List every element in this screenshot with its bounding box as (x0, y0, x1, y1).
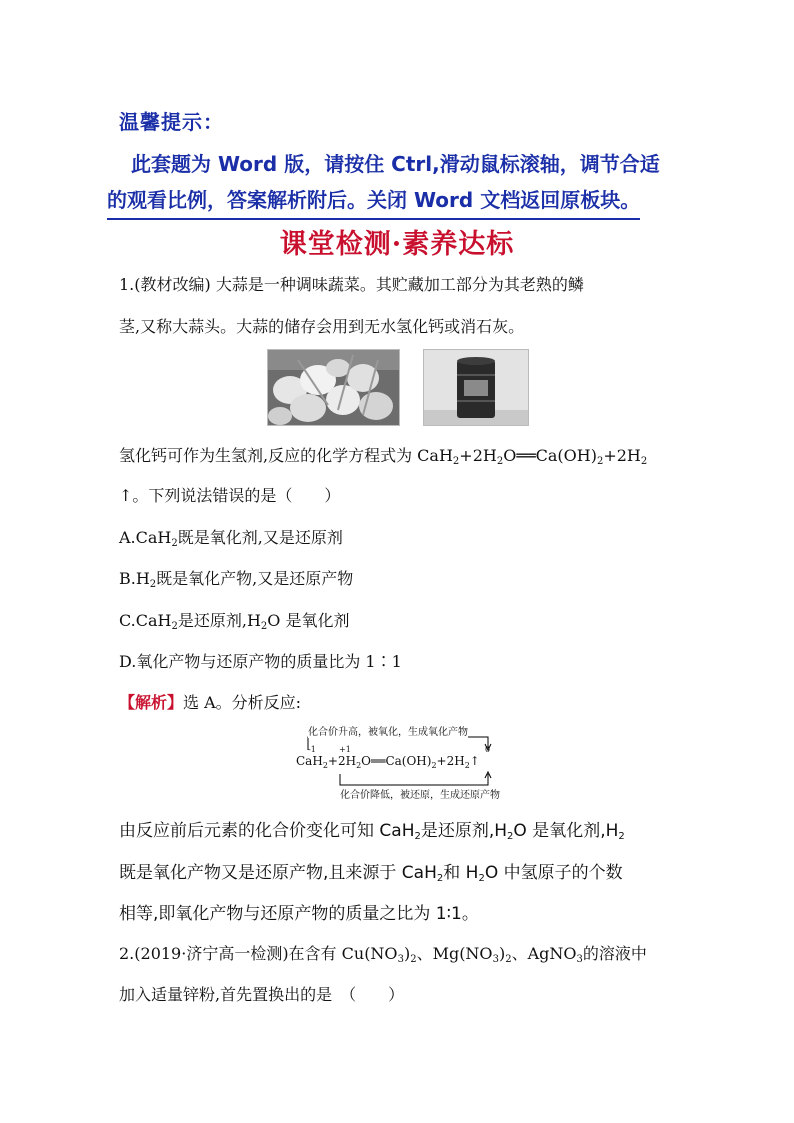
q2-line-1: 2.(2019·济宁高一检测)在含有 $Cu(NO_3)_2$、$Mg(NO_3)_2$、AgNO$_3$的溶液中 (119, 944, 647, 965)
tip-line-2: 的观看比例，答案解析附后。关闭 Word 文档返回原板块。 (107, 182, 640, 220)
ox-state-minus1: -1 (308, 745, 316, 754)
garlic-photo (267, 349, 400, 426)
analysis-intro: 【解析】选 A。分析反应: (119, 693, 302, 712)
barrel-photo (423, 349, 529, 426)
diagram-top-label: 化合价升高，被氧化，生成氧化产物 (308, 723, 468, 738)
section-title: 课堂检测·素养达标 (279, 229, 515, 260)
q1-option-a[interactable]: A.CaH$_2$既是氧化剂,又是还原剂 (119, 528, 343, 549)
q1-intro-line-1: 1.(教材改编) 大蒜是一种调味蔬菜。其贮藏加工部分为其老熟的鳞 (119, 275, 584, 294)
ox-state-plus1: +1 (339, 745, 351, 754)
q2-line-2: 加入适量锌粉,首先置换出的是 （ ） (119, 985, 405, 1004)
q1-equation-line: 氢化钙可作为生氢剂,反应的化学方程式为 $CaH_2+2H_2O══Ca(OH)_2+2H_2$ (119, 446, 648, 467)
q1-question-stem: ↑。下列说法错误的是（ ） (119, 486, 341, 505)
tip-title: 温馨提示： (119, 110, 224, 134)
diagram-equation: $CaH_2+2H_2O══Ca(OH)_2+2H_2↑$ (296, 754, 480, 770)
ox-state-zero: 0 (485, 745, 491, 754)
reaction-diagram (292, 722, 508, 801)
q1-option-c[interactable]: C.CaH$_2$是还原剂$,H_2O$ 是氧化剂 (119, 611, 350, 632)
q1-option-d[interactable]: D.氧化产物与还原产物的质量比为 1∶1 (119, 652, 402, 671)
analysis-bracket: 【解析】 (119, 693, 184, 712)
q1-option-b[interactable]: $B.H_2$既是氧化产物,又是还原产物 (119, 569, 354, 590)
analysis-line-1: 由反应前后元素的化合价变化可知 CaH$_2$是还原剂$,H_2O$ 是氧化剂$,H_2$ (119, 821, 625, 842)
diagram-bottom-label: 化合价降低，被还原，生成还原产物 (340, 786, 500, 801)
q1-intro-line-2: 茎,又称大蒜头。大蒜的储存会用到无水氢化钙或消石灰。 (119, 317, 525, 336)
analysis-line-2: 既是氧化产物又是还原产物,且来源于 CaH$_2$和 $H_2O$ 中氢原子的个数 (119, 863, 623, 884)
tip-body (107, 146, 685, 220)
analysis-line-3: 相等,即氧化产物与还原产物的质量之比为 1∶1。 (119, 904, 479, 924)
tip-line-1: 此套题为 Word 版，请按住 Ctrl,滑动鼠标滚轴，调节合适 (131, 152, 660, 176)
